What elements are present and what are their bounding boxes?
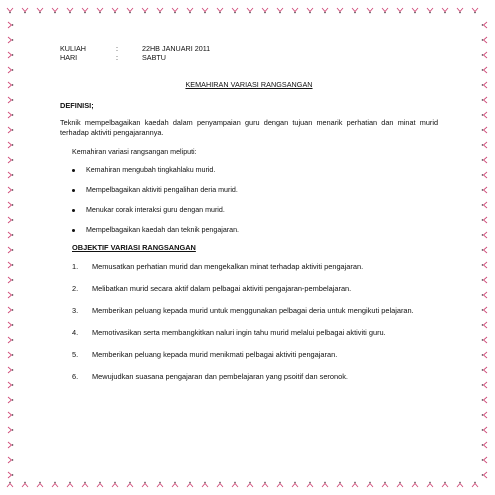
skills-list-item [72, 186, 438, 195]
header-row-hari [60, 53, 438, 62]
border-flourish-icon [482, 442, 487, 448]
border-flourish-icon [8, 172, 13, 178]
border-flourish-icon [292, 8, 298, 13]
bullet-icon [72, 209, 75, 212]
border-flourish-icon [127, 482, 133, 487]
border-flourish-icon [442, 8, 448, 13]
border-flourish-icon [37, 482, 43, 487]
border-flourish-icon [127, 8, 133, 13]
border-flourish-icon [397, 482, 403, 487]
border-flourish-icon [8, 142, 13, 148]
border-flourish-icon [37, 8, 43, 13]
border-flourish-icon [482, 217, 487, 223]
border-flourish-icon [8, 427, 13, 433]
border-flourish-icon [482, 352, 487, 358]
border-flourish-icon [482, 247, 487, 253]
objective-text: Memusatkan perhatian murid dan mengekalkan minat terhadap aktiviti pengajaran. [92, 262, 364, 271]
border-flourish-icon [482, 307, 487, 313]
objective-item [72, 328, 438, 338]
border-flourish-icon [67, 8, 73, 13]
skills-list-item [72, 206, 438, 215]
border-flourish-icon [472, 8, 478, 13]
border-flourish-icon [277, 482, 283, 487]
border-flourish-icon [367, 8, 373, 13]
border-flourish-icon [482, 22, 487, 28]
objective-item [72, 284, 438, 294]
border-flourish-icon [8, 292, 13, 298]
border-flourish-icon [82, 482, 88, 487]
border-flourish-icon [8, 367, 13, 373]
border-flourish-icon [157, 482, 163, 487]
border-flourish-icon [482, 97, 487, 103]
border-flourish-icon [187, 8, 193, 13]
border-flourish-icon [202, 482, 208, 487]
header-value: SABTU [142, 53, 166, 62]
border-flourish-icon [8, 82, 13, 88]
border-flourish-icon [482, 112, 487, 118]
objective-text: Memotivasikan serta membangkitkan naluri ingin tahu murid melalui pelbagai aktiviti guru. [92, 328, 386, 337]
border-flourish-icon [8, 232, 13, 238]
border-flourish-icon [367, 482, 373, 487]
border-flourish-icon [7, 8, 13, 13]
border-flourish-icon [8, 247, 13, 253]
border-flourish-icon [482, 457, 487, 463]
border-flourish-icon [8, 307, 13, 313]
border-flourish-icon [482, 37, 487, 43]
border-flourish-icon [8, 157, 13, 163]
border-flourish-icon [427, 8, 433, 13]
skills-item-text: Mempelbagaikan kaedah dan teknik pengajaran. [86, 226, 240, 234]
border-flourish-icon [307, 482, 313, 487]
definition-text: Teknik mempelbagaikan kaedah dalam penyampaian guru dengan tujuan menarik perhatian dan minat murid terhadap aktiviti pengajarannya. [60, 118, 438, 137]
border-flourish-icon [97, 482, 103, 487]
border-flourish-icon [8, 322, 13, 328]
objective-number: 3. [72, 306, 79, 315]
border-flourish-icon [482, 67, 487, 73]
border-flourish-icon [157, 8, 163, 13]
border-flourish-icon [262, 8, 268, 13]
border-flourish-icon [457, 8, 463, 13]
border-flourish-icon [307, 8, 313, 13]
objective-number: 5. [72, 350, 79, 359]
border-flourish-icon [82, 8, 88, 13]
border-flourish-icon [482, 142, 487, 148]
definition-label: DEFINISI; [60, 101, 94, 110]
border-flourish-icon [382, 482, 388, 487]
bullet-icon [72, 189, 75, 192]
document-page [60, 44, 438, 394]
border-flourish-icon [8, 22, 13, 28]
border-flourish-icon [22, 482, 28, 487]
objective-item [72, 350, 438, 360]
skills-item-text: Mempelbagaikan aktiviti pengalihan deria murid. [86, 186, 238, 194]
border-flourish-icon [187, 482, 193, 487]
objective-text: Mewujudkan suasana pengajaran dan pembelajaran yang psoitif dan seronok. [92, 372, 348, 381]
border-flourish-icon [217, 482, 223, 487]
border-flourish-icon [412, 482, 418, 487]
border-flourish-icon [52, 8, 58, 13]
border-flourish-icon [8, 337, 13, 343]
objectives-title: OBJEKTIF VARIASI RANGSANGAN [72, 243, 196, 252]
objective-number: 2. [72, 284, 79, 293]
objective-item [72, 372, 438, 382]
border-flourish-icon [482, 277, 487, 283]
objective-number: 1. [72, 262, 79, 271]
header-colon: : [116, 53, 118, 62]
border-flourish-icon [8, 52, 13, 58]
border-flourish-icon [8, 397, 13, 403]
border-flourish-icon [22, 8, 28, 13]
border-flourish-icon [382, 8, 388, 13]
border-flourish-icon [8, 352, 13, 358]
skills-list-item [72, 166, 438, 175]
border-flourish-icon [232, 8, 238, 13]
border-flourish-icon [112, 8, 118, 13]
skills-item-text: Kemahiran mengubah tingkahlaku murid. [86, 166, 216, 174]
border-flourish-icon [482, 52, 487, 58]
border-flourish-icon [8, 277, 13, 283]
border-flourish-icon [8, 472, 13, 478]
objective-text: Memberikan peluang kepada murid untuk menggunakan pelbagai deria untuk mengikuti pelajaran. [92, 306, 414, 315]
border-flourish-icon [8, 442, 13, 448]
border-flourish-icon [472, 482, 478, 487]
border-flourish-icon [482, 187, 487, 193]
border-flourish-icon [7, 482, 13, 487]
border-flourish-icon [8, 262, 13, 268]
header-row-kuliah [60, 44, 438, 53]
border-flourish-icon [8, 97, 13, 103]
border-flourish-icon [8, 457, 13, 463]
border-flourish-icon [8, 67, 13, 73]
border-flourish-icon [112, 482, 118, 487]
border-flourish-icon [482, 412, 487, 418]
border-flourish-icon [142, 482, 148, 487]
header-value: 22HB JANUARI 2011 [142, 44, 211, 53]
bullet-icon [72, 229, 75, 232]
objective-text: Memberikan peluang kepada murid menikmati pelbagai aktiviti pengajaran. [92, 350, 338, 359]
objective-text: Melibatkan murid secara aktif dalam pelbagai aktiviti pengajaran-pembelajaran. [92, 284, 352, 293]
border-flourish-icon [67, 482, 73, 487]
border-flourish-icon [8, 202, 13, 208]
header-key: HARI [60, 53, 78, 62]
border-flourish-icon [8, 412, 13, 418]
border-flourish-icon [482, 367, 487, 373]
skills-list [60, 166, 438, 235]
skills-list-item [72, 226, 438, 235]
border-flourish-icon [202, 8, 208, 13]
border-flourish-icon [172, 8, 178, 13]
border-flourish-icon [142, 8, 148, 13]
bullet-icon [72, 169, 75, 172]
lecture-header [60, 44, 438, 62]
border-flourish-icon [482, 397, 487, 403]
objectives-list [60, 262, 438, 382]
border-flourish-icon [482, 427, 487, 433]
border-flourish-icon [8, 37, 13, 43]
border-flourish-icon [8, 217, 13, 223]
objective-item [72, 306, 438, 316]
border-flourish-icon [482, 172, 487, 178]
border-flourish-icon [482, 232, 487, 238]
border-flourish-icon [482, 337, 487, 343]
border-flourish-icon [322, 8, 328, 13]
border-flourish-icon [482, 262, 487, 268]
border-flourish-icon [277, 8, 283, 13]
objective-number: 6. [72, 372, 79, 381]
border-flourish-icon [482, 82, 487, 88]
border-flourish-icon [427, 482, 433, 487]
border-flourish-icon [8, 187, 13, 193]
border-flourish-icon [397, 8, 403, 13]
border-flourish-icon [482, 202, 487, 208]
border-flourish-icon [457, 482, 463, 487]
border-flourish-icon [8, 127, 13, 133]
border-flourish-icon [8, 112, 13, 118]
document-title: KEMAHIRAN VARIASI RANGSANGAN [185, 80, 313, 89]
border-flourish-icon [8, 382, 13, 388]
border-flourish-icon [352, 8, 358, 13]
border-flourish-icon [482, 157, 487, 163]
border-flourish-icon [247, 8, 253, 13]
border-flourish-icon [442, 482, 448, 487]
skills-intro: Kemahiran variasi rangsangan meliputi: [72, 148, 197, 156]
header-colon: : [116, 44, 118, 53]
border-flourish-icon [482, 127, 487, 133]
border-flourish-icon [412, 8, 418, 13]
border-flourish-icon [262, 482, 268, 487]
border-flourish-icon [52, 482, 58, 487]
objective-item [72, 262, 438, 272]
skills-item-text: Menukar corak interaksi guru dengan murid. [86, 206, 225, 214]
border-flourish-icon [172, 482, 178, 487]
border-flourish-icon [482, 322, 487, 328]
border-flourish-icon [482, 292, 487, 298]
border-flourish-icon [352, 482, 358, 487]
border-flourish-icon [482, 472, 487, 478]
border-flourish-icon [482, 382, 487, 388]
border-flourish-icon [247, 482, 253, 487]
header-key: KULIAH [60, 44, 86, 53]
border-flourish-icon [337, 8, 343, 13]
border-flourish-icon [97, 8, 103, 13]
border-flourish-icon [322, 482, 328, 487]
objective-number: 4. [72, 328, 79, 337]
border-flourish-icon [337, 482, 343, 487]
border-flourish-icon [217, 8, 223, 13]
border-flourish-icon [232, 482, 238, 487]
border-flourish-icon [292, 482, 298, 487]
